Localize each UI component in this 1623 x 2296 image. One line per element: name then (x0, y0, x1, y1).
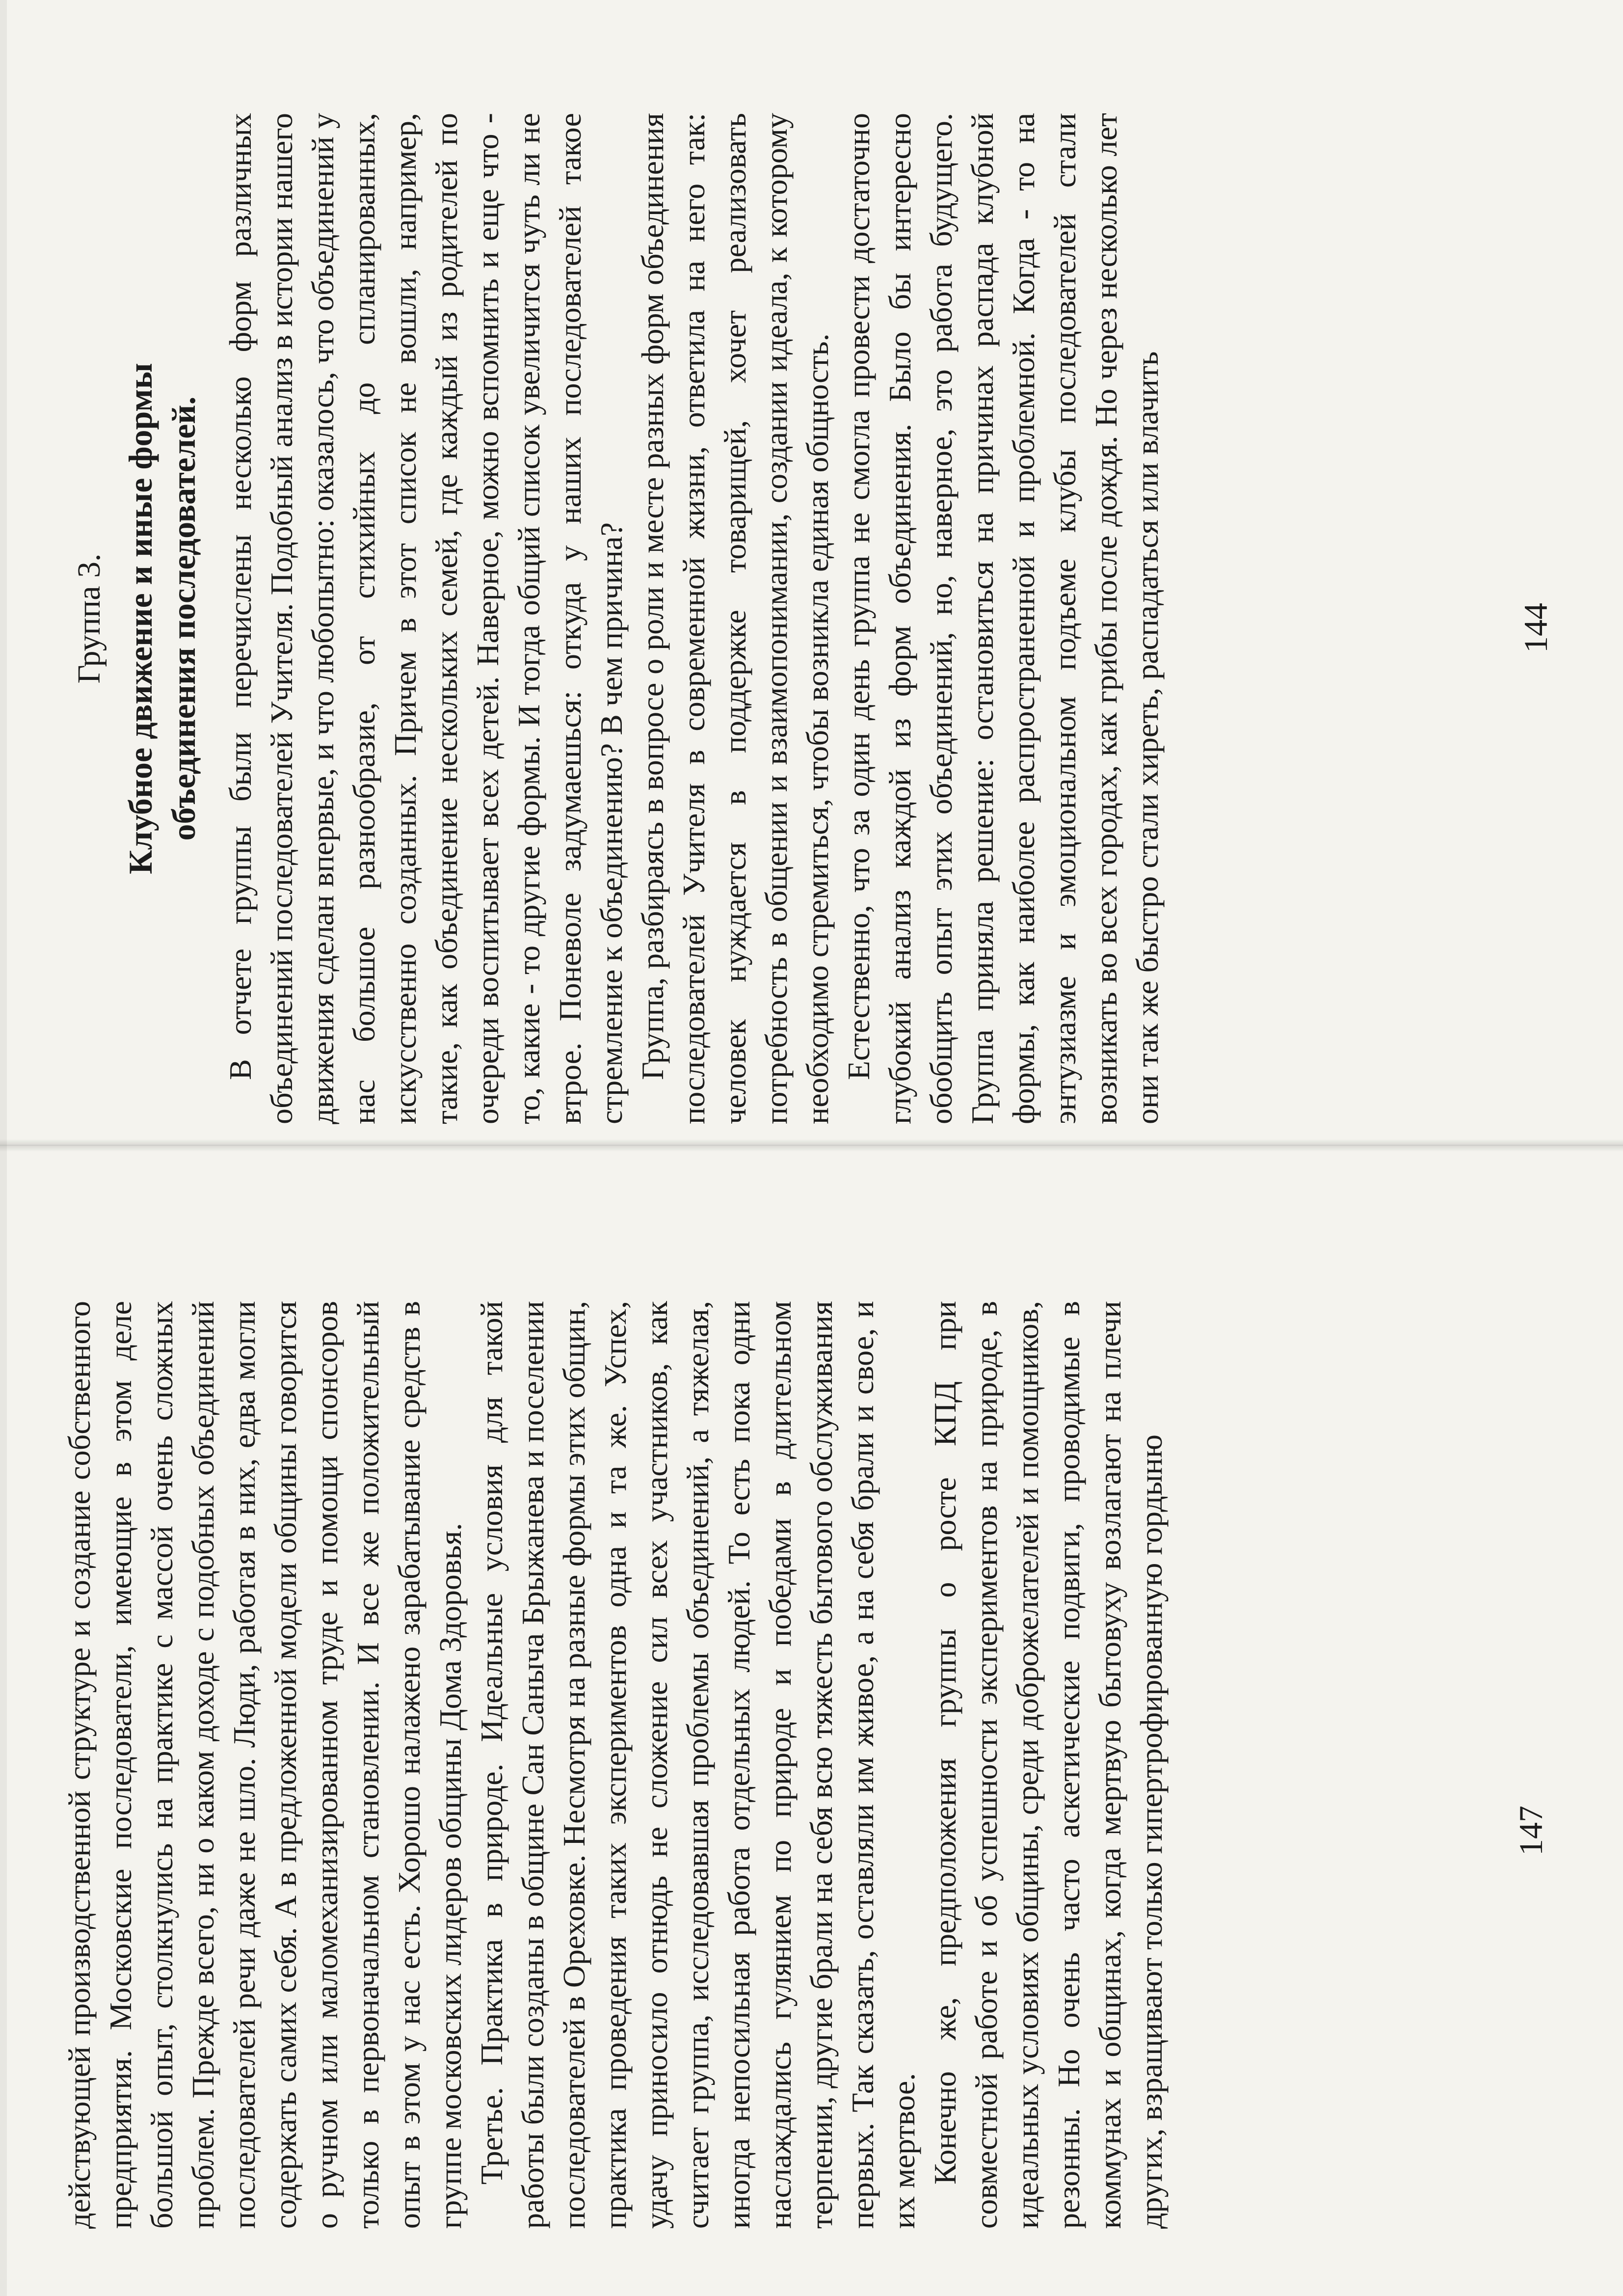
paragraph-2: Группа, разбираясь в вопросе о роли и месте разных форм объединения последователей Учителя в современной жизни, ответила на него так: человек нуждается в поддержке товарищей, хочет реализовать потребность в общении и взаимопонимании, создании идеала, к которому необходимо стремиться, чтобы возникла единая общность. (635, 113, 835, 1124)
page-fold (0, 1139, 1623, 1152)
paragraph-1: В отчете группы были перечислены несколько форм различных объединений последователей Учителя. Подобный анализ в истории нашего движения сделан впервые, и что любопытно: оказалось, что объединений у нас большое разнообразие, от стихийных до спланированных, искусственно созданных. Причем в этот список не вошли, например, такие, как объединение нескольких семей, где каждый из родителей по очереди воспитывает всех детей. Наверное, можно вспомнить и еще что - то, какие - то другие формы. И тогда общий список увеличится чуть ли не втрое. Поневоле задумаешься: откуда у наших последователей такое стремление к объединению? В чем причина? (223, 113, 629, 1124)
paragraph-3: Естественно, что за один день группа не смогла провести достаточно глубокий анализ каждой из форм объединения. Было бы интересно обобщить опыт этих объединений, но, наверное, это работа будущего. Группа приняла решение: остановиться на причинах распада клубной формы, как наиболее распространенной и проблемной. Когда - то на энтузиазме и эмоциональном подъеме клубы последователей стали возникать во всех городах, как грибы после дождя. Но через несколько лет они так же быстро стали хиреть, распадаться или влачить (841, 113, 1165, 1124)
paragraph-1: действующей производственной структуре и создание собственного предприятия. Московские последователи, имеющие в этом деле большой опыт, столкнулись на практике с массой очень сложных проблем. Прежде всего, ни о каком доходе с подобных объединений последователей речи даже не шло. Люди, работая в них, едва могли содержать самих себя. А в предложенной модели общины говорится о ручном или маломеханизированном труде и помощи спонсоров только в первоначальном становлении. И все же положительный опыт в этом у нас есть. Хорошо налажено зарабатывание средств в группе московских лидеров общины Дома Здоровья. (62, 1301, 468, 2229)
paragraph-2: Третье. Практика в природе. Идеальные условия для такой работы были созданы в общине Сан Саныча Брыжанева и поселении последователей в Ореховке. Несмотря на разные формы этих общин, практика проведения таких экспериментов одна и та же. Успех, удачу приносило отнюдь не сложение сил всех участников, как считает группа, исследовавшая проблемы объединений, а тяжелая, иногда непосильная работа отдельных людей. То есть пока одни наслаждались гулянием по природе и победами в длительном терпении, другие брали на себя всю тяжесть бытового обслуживания первых. Так сказать, оставляли им живое, а на себя брали и свое, и их мертвое. (474, 1301, 921, 2229)
section-title-line-1: Клубное движение и иные формы (122, 363, 159, 874)
page-147 (59, 1301, 1169, 2229)
page-number-147: 147 (1512, 1806, 1549, 1856)
section-title-line-2: объединения последователей. (165, 396, 202, 841)
paragraph-3: Конечно же, предположения группы о росте КПД при совместной работе и об успешности экспериментов на природе, в идеальных условиях общины, среди доброжелателей и помощников, резонны. Но очень часто аскетические подвиги, проводимые в коммунах и общинах, когда мертвую бытовуху возлагают на плечи других, взращивают только гипертрофированную гордыню (928, 1301, 1169, 2229)
page-number-144: 144 (1517, 603, 1554, 653)
group-label: Группа 3. (71, 553, 107, 684)
page-144 (69, 113, 1165, 1124)
section-title (119, 113, 205, 1124)
